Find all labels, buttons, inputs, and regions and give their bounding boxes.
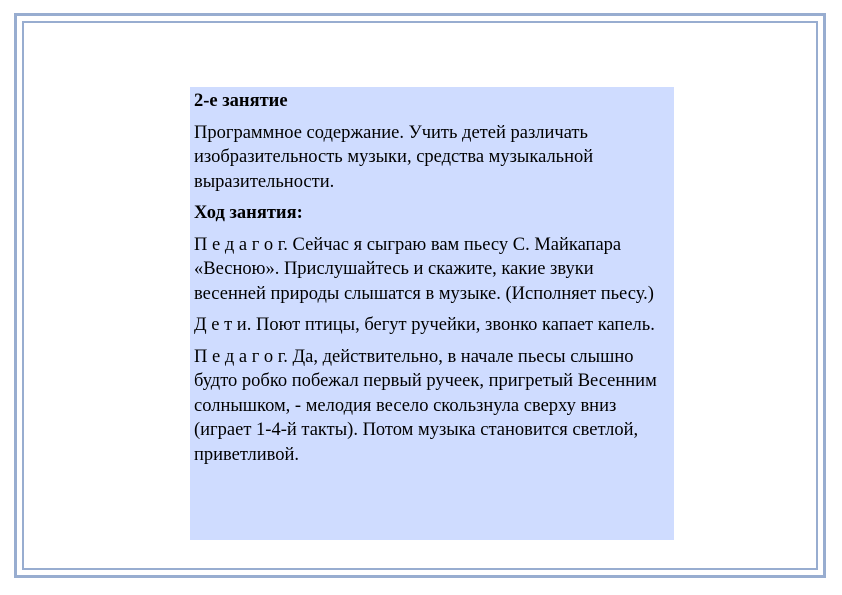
dialogue-paragraph xyxy=(194,233,670,307)
speaker-label: П е д а г о г. xyxy=(194,234,288,255)
speaker-label: П е д а г о г. xyxy=(194,346,288,367)
speaker-label: Д е т и. xyxy=(194,315,252,335)
lesson-title: 2-е занятие xyxy=(194,91,288,111)
speech-text: Поют птицы, бегут ручейки, звонко капает капель. xyxy=(251,315,655,335)
lesson-text-box xyxy=(190,87,674,540)
dialogue-paragraph xyxy=(194,313,670,338)
speech-text: Да, действительно, в начале пьесы слышно будто робко побежал первый ручеек, пригретый Весенним солнышком, - мелодия весело скользнула сверху вниз (играет 1-4-й такты). Потом музыка становится светлой, приветливой. xyxy=(194,346,657,465)
course-heading: Ход занятия: xyxy=(194,203,303,223)
program-content: Программное содержание. Учить детей различать изобразительность музыки, средства музыкальной выразительности. xyxy=(194,122,594,192)
speech-text: Сейчас я сыграю вам пьесу С. Майкапара «Весною». Прислушайтесь и скажите, какие звуки весенней природы слышатся в музыке. (Исполняет пьесу.) xyxy=(194,234,654,304)
dialogue-paragraph xyxy=(194,345,670,468)
